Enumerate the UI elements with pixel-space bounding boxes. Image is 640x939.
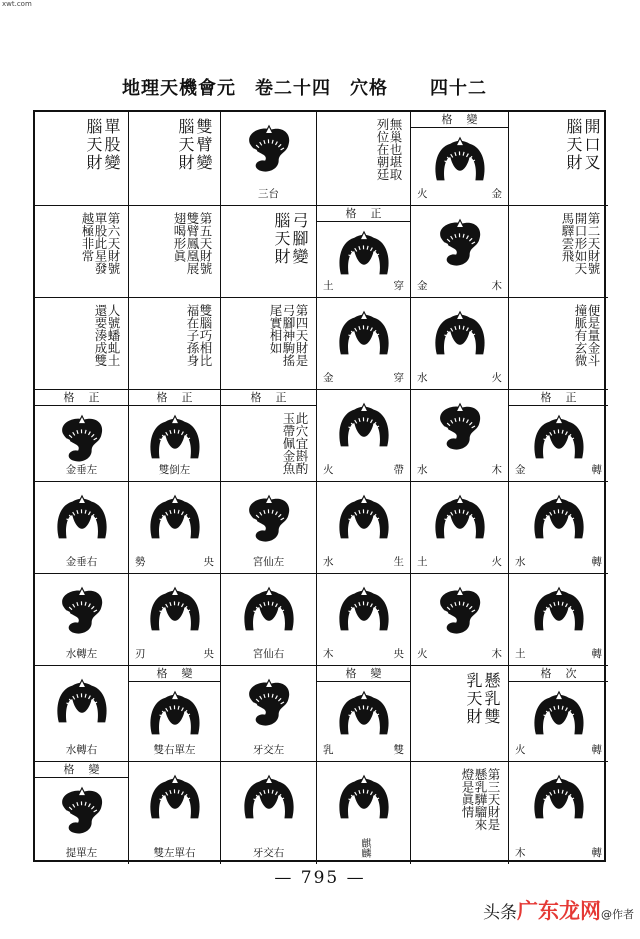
table-cell: [221, 482, 317, 574]
verse-text: 雙腦巧相比 福在子孫身: [185, 304, 213, 367]
figure-caption: 木: [323, 648, 334, 660]
table-cell: [35, 298, 129, 390]
verse-text: 無巢也堪取 列位在朝廷: [375, 118, 403, 181]
cave-form-figure: [146, 690, 204, 744]
table-cell: [411, 112, 509, 206]
figure-caption: 生: [393, 556, 404, 568]
cave-form-figure: [530, 414, 588, 468]
cave-form-figure: [530, 690, 588, 744]
table-cell: [129, 206, 221, 298]
cave-form-figure: [53, 490, 111, 552]
figure-caption: 金: [417, 280, 428, 292]
table-cell: [411, 574, 509, 666]
cave-form-figure: [335, 690, 393, 744]
volume-label: 卷二十四: [255, 78, 331, 99]
cave-form-figure: [240, 120, 298, 182]
figure-caption: 金垂右: [65, 556, 98, 568]
table-cell: [221, 298, 317, 390]
figure-caption: 勢: [135, 556, 146, 568]
table-cell: [221, 762, 317, 864]
table-cell: [509, 666, 608, 762]
verse-text: 單股變 腦天財: [84, 118, 121, 172]
figure-caption: 火: [515, 744, 526, 756]
figure-caption: 金: [491, 188, 502, 200]
table-cell: [509, 390, 608, 482]
table-cell: [411, 206, 509, 298]
figure-caption: 牙交右: [252, 847, 285, 859]
form-class-tag: 格次: [509, 666, 608, 682]
figure-caption: 轉: [591, 464, 602, 476]
verse-text: 人號蟠虬土 還要湊成雙: [93, 304, 121, 367]
cave-form-figure: [146, 770, 204, 832]
figure-caption: 土: [417, 556, 428, 568]
table-cell: [221, 574, 317, 666]
form-class-tag: 格變: [411, 112, 508, 128]
cave-form-figure: [431, 306, 489, 368]
figure-caption: 刃: [135, 648, 146, 660]
figure-caption: 乳: [323, 744, 334, 756]
table-cell: [509, 298, 608, 390]
table-cell: [129, 762, 221, 864]
figure-caption: 水轉右: [65, 744, 98, 756]
cave-form-figure: [53, 582, 111, 644]
table-cell: [411, 390, 509, 482]
figure-caption: 央: [203, 648, 214, 660]
table-cell: [411, 482, 509, 574]
form-class-tag: 格正: [509, 390, 608, 406]
watermark-brand: 广东龙网: [517, 899, 601, 923]
table-cell: [317, 390, 411, 482]
figure-caption: 穿: [393, 280, 404, 292]
figure-caption: 水: [515, 556, 526, 568]
figure-caption: 轉: [591, 847, 602, 859]
verse-text: 弓腳變 腦天財: [272, 212, 309, 266]
figure-caption: 木: [491, 280, 502, 292]
figure-caption: 水轉左: [65, 648, 98, 660]
cave-form-figure: [240, 490, 298, 552]
table-cell: [221, 666, 317, 762]
figure-caption: 提單左: [65, 847, 98, 859]
table-cell: [317, 666, 411, 762]
cave-form-figure: [431, 214, 489, 276]
figure-caption: 雙左單右: [153, 847, 196, 859]
figure-caption: 金垂左: [65, 464, 98, 476]
cave-form-figure: [530, 770, 588, 832]
figure-caption: 帶: [393, 464, 404, 476]
figure-caption: 火: [491, 372, 502, 384]
figure-caption: 雙右單左: [153, 744, 196, 756]
watermark-prefix: 头条: [483, 903, 517, 923]
figure-caption: 牙交左: [252, 744, 285, 756]
figure-caption: 宮仙右: [252, 648, 285, 660]
cave-form-figure: [431, 490, 489, 552]
bottom-watermark: [483, 895, 634, 925]
book-title: 地理天機會元: [122, 78, 236, 99]
page-number: — 795 —: [274, 868, 366, 888]
table-cell: [35, 762, 129, 864]
verse-text: 懸乳雙 乳天財: [464, 672, 501, 726]
table-cell: [35, 482, 129, 574]
figure-caption: 金: [323, 372, 334, 384]
form-class-tag: 格變: [35, 762, 128, 778]
cave-form-figure: [335, 582, 393, 644]
form-class-tag: 格變: [129, 666, 220, 682]
table-cell: [509, 112, 608, 206]
figure-caption: 宮仙左: [252, 556, 285, 568]
table-cell: [411, 666, 509, 762]
table-cell: [317, 574, 411, 666]
cave-form-figure: [146, 490, 204, 552]
form-class-tag: 格正: [35, 390, 128, 406]
cave-form-figure: [335, 770, 393, 832]
verse-text: 第六天財號 單股此星發 越極非常: [80, 212, 121, 275]
table-cell: [221, 112, 317, 206]
figure-caption: 木: [491, 648, 502, 660]
verse-text: 第四天財是 弓腳神駒搖 尾實相如: [268, 304, 309, 367]
figure-caption: 央: [203, 556, 214, 568]
table-cell: [509, 574, 608, 666]
table-cell: [129, 482, 221, 574]
cave-form-figure: [335, 490, 393, 552]
figure-caption: 火: [491, 556, 502, 568]
form-class-tag: 格正: [129, 390, 220, 406]
table-cell: [317, 112, 411, 206]
table-cell: [129, 112, 221, 206]
table-cell: [129, 390, 221, 482]
figure-caption: 雙: [393, 744, 404, 756]
cave-form-figure: [146, 582, 204, 644]
table-cell: [129, 298, 221, 390]
figure-caption: 火: [417, 648, 428, 660]
verse-text: 第三天財是 懸乳驊騮來 燈是眞情: [460, 768, 501, 831]
verse-text: 便是量金斗 撞脈有玄微: [573, 304, 601, 367]
table-cell: [221, 390, 317, 482]
cave-form-figure: [431, 582, 489, 644]
verse-text: 開口叉 腦天財: [564, 118, 601, 172]
table-cell: [35, 666, 129, 762]
table-cell: [509, 482, 608, 574]
table-cell: [317, 762, 411, 864]
cave-form-figure: [530, 582, 588, 644]
figure-caption: 三台: [258, 188, 279, 200]
figure-caption: 穿: [393, 372, 404, 384]
cave-form-figure: [530, 490, 588, 552]
verse-text: 第五天財號 雙臂鳳凰展 翅喝形眞: [172, 212, 213, 275]
figure-caption: 土: [323, 280, 334, 292]
table-cell: [35, 112, 129, 206]
table-cell: [35, 574, 129, 666]
verse-text: 雙臂變 腦天財: [176, 118, 213, 172]
figure-caption: 水: [417, 372, 428, 384]
figure-caption: 火: [417, 188, 428, 200]
verse-text: 第二天財號 開口形如天 馬驛雲飛: [560, 212, 601, 275]
cave-form-figure: [53, 414, 111, 468]
table-cell: [35, 390, 129, 482]
cave-form-figure: [431, 398, 489, 460]
cave-form-figure: [240, 582, 298, 644]
form-class-tag: 格變: [317, 666, 410, 682]
figure-caption: 木: [515, 847, 526, 859]
figure-caption: 轉: [591, 556, 602, 568]
cave-form-figure: [335, 230, 393, 284]
cave-form-figure: [335, 306, 393, 368]
cave-form-figure: [146, 414, 204, 468]
table-cell: [221, 206, 317, 298]
table-cell: [35, 206, 129, 298]
table-cell: [129, 666, 221, 762]
watermark-suffix: @作者: [601, 908, 634, 921]
cave-form-figure: [53, 786, 111, 840]
cave-form-table: [33, 110, 606, 862]
page-label: 四十二: [430, 78, 487, 99]
figure-caption: 央: [393, 648, 404, 660]
figure-caption: 雙倒左: [158, 464, 191, 476]
cave-form-figure: [240, 674, 298, 736]
figure-caption: 火: [323, 464, 334, 476]
form-class-tag: 格正: [317, 206, 410, 222]
table-cell: [411, 298, 509, 390]
table-cell: [509, 762, 608, 864]
cave-form-figure: [53, 674, 111, 736]
table-cell: [317, 482, 411, 574]
figure-caption: 金: [515, 464, 526, 476]
page-header: [0, 74, 640, 104]
section-label: 穴格: [350, 78, 388, 99]
table-cell: [129, 574, 221, 666]
cave-form-figure: [431, 136, 489, 190]
figure-caption: 水: [417, 464, 428, 476]
top-watermark: xwt.com: [2, 0, 32, 8]
figure-caption: 木: [491, 464, 502, 476]
cave-form-figure: [240, 770, 298, 832]
figure-caption: 水: [323, 556, 334, 568]
table-cell: [317, 206, 411, 298]
figure-caption: 土: [515, 648, 526, 660]
table-cell: [411, 762, 509, 864]
figure-caption: 轉: [591, 744, 602, 756]
form-class-tag: 格正: [221, 390, 316, 406]
figure-caption: 轉: [591, 648, 602, 660]
cave-form-figure: [335, 398, 393, 460]
table-cell: [317, 298, 411, 390]
figure-caption: 麒麟: [359, 838, 370, 858]
verse-text: 此穴宜斟酌 玉帶佩金魚: [281, 412, 309, 475]
table-cell: [509, 206, 608, 298]
